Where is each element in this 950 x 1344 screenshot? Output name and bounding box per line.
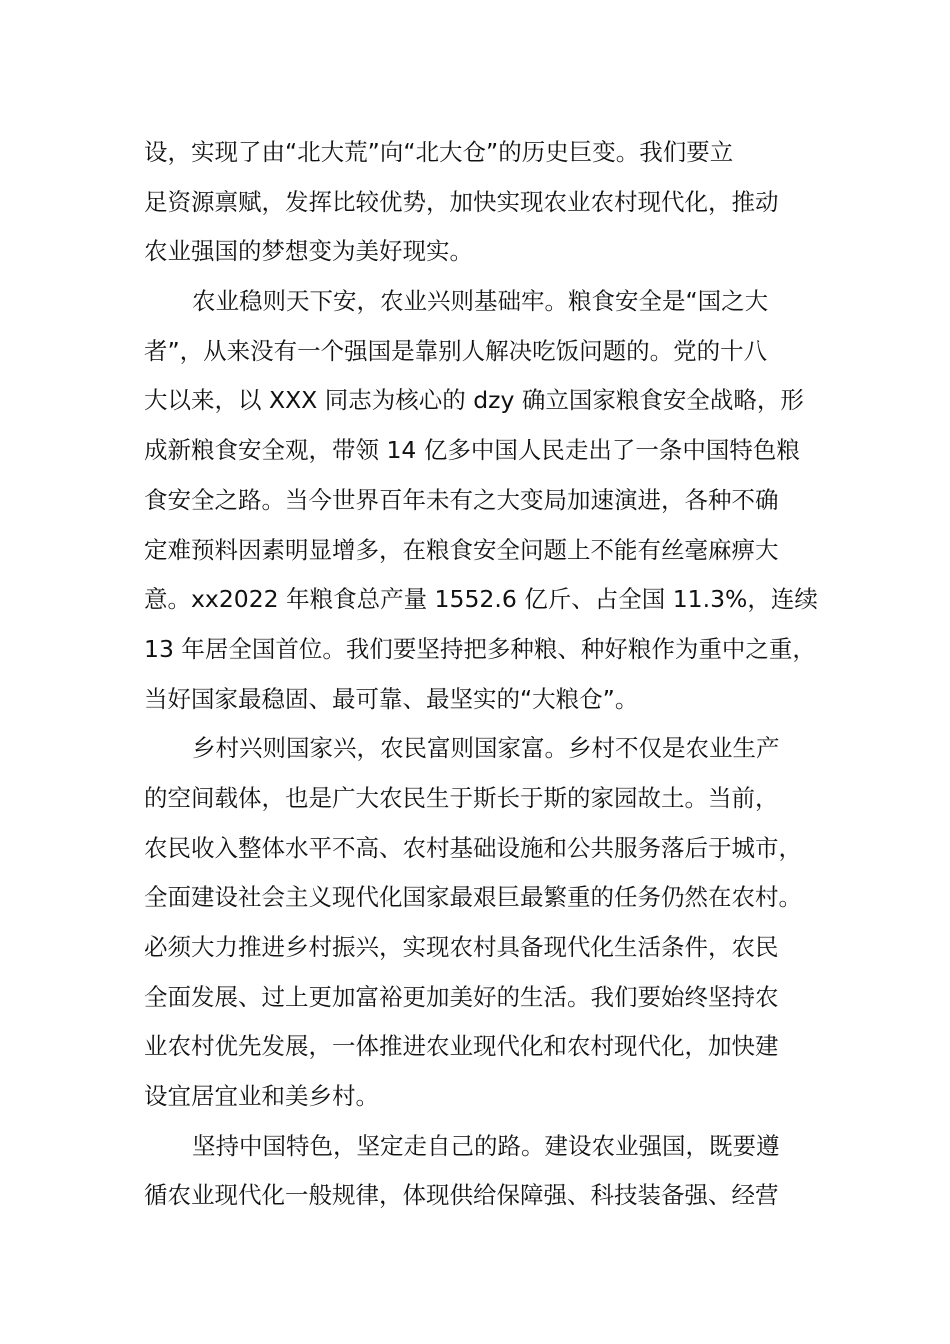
text-line: 必须大力推进乡村振兴，实现农村具备现代化生活条件，农民 <box>144 933 779 961</box>
text-line: 13 年居全国首位。我们要坚持把多种粮、种好粮作为重中之重， <box>144 634 816 663</box>
paragraph-start-line: 乡村兴则国家兴，农民富则国家富。乡村不仅是农业生产 <box>192 734 780 763</box>
text-line: 当好国家最稳固、最可靠、最坚实的“大粮仓”。 <box>144 684 639 713</box>
text-line: 意。xx2022 年粮食总产量 1552.6 亿斤、占全国 11.3%，连续 <box>144 585 818 614</box>
paragraph-start-line: 坚持中国特色，坚定走自己的路。建设农业强国，既要遵 <box>192 1131 780 1160</box>
text-line: 的空间载体，也是广大农民生于斯长于斯的家园故土。当前， <box>144 783 779 812</box>
text-line: 业农村优先发展，一体推进农业现代化和农村现代化，加快建 <box>144 1032 779 1061</box>
text-line: 全面发展、过上更加富裕更加美好的生活。我们要始终坚持农 <box>144 982 779 1011</box>
text-line: 循农业现代化一般规律，体现供给保障强、科技装备强、经营 <box>144 1181 779 1210</box>
text-line: 设，实现了由“北大荒”向“北大仓”的历史巨变。我们要立 <box>144 138 734 166</box>
text-line: 足资源禀赋，发挥比较优势，加快实现农业农村现代化，推动 <box>144 187 779 216</box>
text-line: 农民收入整体水平不高、农村基础设施和公共服务落后于城市， <box>144 833 802 862</box>
text-line: 成新粮食安全观，带领 14 亿多中国人民走出了一条中国特色粮 <box>144 436 800 465</box>
text-line: 定难预料因素明显增多，在粮食安全问题上不能有丝毫麻痹大 <box>144 535 779 564</box>
text-line: 大以来，以 XXX 同志为核心的 dzy 确立国家粮食安全战略，形 <box>144 386 804 415</box>
paragraph-start-line: 农业稳则天下安，农业兴则基础牢。粮食安全是“国之大 <box>192 287 769 316</box>
body-text <box>144 128 824 1221</box>
text-line: 食安全之路。当今世界百年未有之大变局加速演进，各种不确 <box>144 485 779 514</box>
text-line: 设宜居宜业和美乡村。 <box>144 1082 379 1111</box>
text-line: 者”，从来没有一个强国是靠别人解决吃饭问题的。党的十八 <box>144 336 768 365</box>
text-line: 全面建设社会主义现代化国家最艰巨最繁重的任务仍然在农村。 <box>144 883 802 912</box>
text-line: 农业强国的梦想变为美好现实。 <box>144 237 473 266</box>
